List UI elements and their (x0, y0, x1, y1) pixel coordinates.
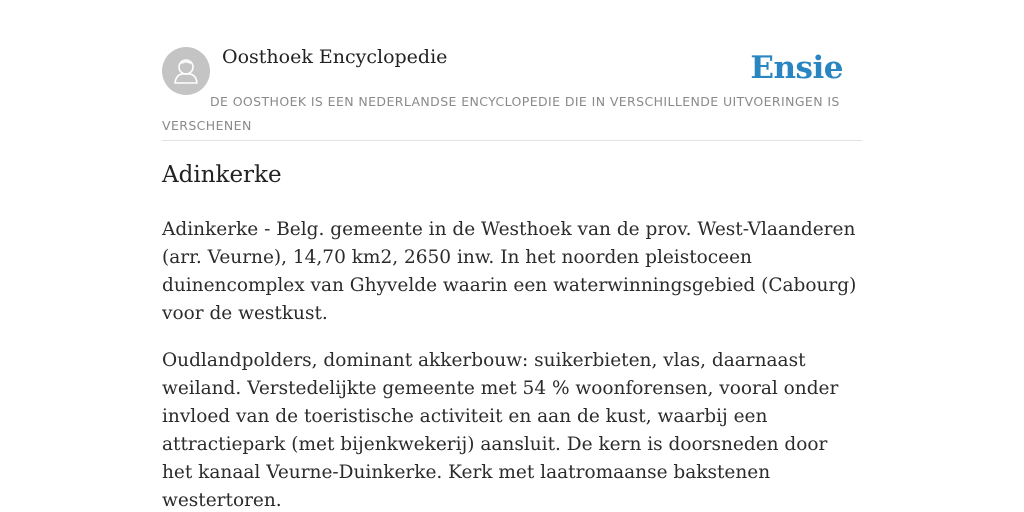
source-name-link[interactable]: Oosthoek Encyclopedie (222, 46, 448, 68)
user-avatar-icon[interactable] (162, 47, 210, 95)
article-paragraph: Oudlandpolders, dominant akkerbouw: suikerbieten, vlas, daarnaast weiland. Verstedelijkte gemeente met 54 % woonforensen, vooral onder invloed van de toeristische activiteit en aan de kust, waarbij een attractiepark (met bijenkwekerij) aansluit. De kern is doorsneden door het kanaal Veurne-Duinkerke. Kerk met laatromaanse bakstenen westertoren. (162, 350, 839, 511)
ensie-logo[interactable]: Ensie (750, 50, 843, 86)
article-body (162, 216, 862, 512)
article-paragraph: Adinkerke - Belg. gemeente in de Westhoek van de prov. West-Vlaanderen (arr. Veurne), 14,70 km2, 2650 inw. In het noorden pleistoceen duinencomplex van Ghyvelde waarin een waterwinningsgebied (Cabourg) voor de westkust. (162, 219, 857, 324)
source-header (162, 44, 862, 141)
source-tagline: DE OOSTHOEK IS EEN NEDERLANDSE ENCYCLOPEDIE DIE IN VERSCHILLENDE UITVOERINGEN IS VERSCHENEN (162, 94, 840, 133)
article-title: Adinkerke (162, 162, 282, 188)
